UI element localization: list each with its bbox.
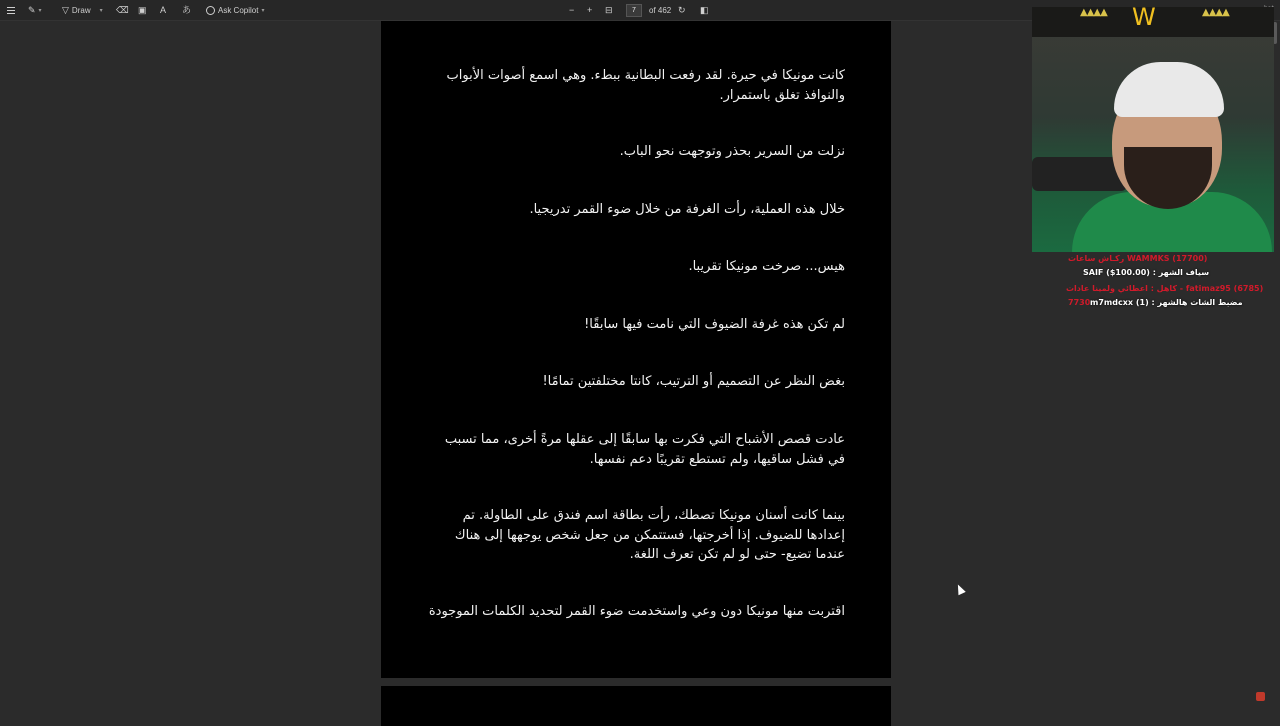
paragraph-3: خلال هذه العملية، رأت الغرفة من خلال ضوء القمر تدريجيا. bbox=[529, 202, 845, 217]
translate-button[interactable] bbox=[182, 3, 191, 17]
translate-icon: あ bbox=[182, 5, 192, 15]
eraser-icon: ⌫ bbox=[116, 5, 129, 15]
rotate-button[interactable] bbox=[678, 3, 686, 17]
donation-third: fatimaz95 (6785) - كاهل : اعطائي ولمينا عادات bbox=[1066, 284, 1264, 293]
paragraph-5: لم تكن هذه غرفة الضيوف التي نامت فيها سابقًا! bbox=[584, 317, 845, 332]
webcam-overlay bbox=[1032, 7, 1274, 252]
draw-button[interactable] bbox=[62, 3, 103, 17]
list-icon bbox=[6, 5, 16, 15]
draw-icon: ▽ bbox=[62, 5, 69, 15]
chevron-down-icon: ▾ bbox=[99, 7, 103, 14]
read-aloud-button[interactable] bbox=[160, 3, 166, 17]
crown-decoration-icon: ▲▲▲▲ bbox=[1202, 7, 1229, 18]
draw-label: Draw bbox=[71, 5, 91, 15]
streamer-logo-icon: W bbox=[1132, 7, 1156, 31]
chevron-down-icon: ▾ bbox=[38, 7, 42, 14]
paragraph-7: عادت قصص الأشباح التي فكرت بها سابقًا إلى عقلها مرةً أخرى، مما تسبب في فشل ساقيها، ولم تستطع تقريبًا دعم نفسها. bbox=[444, 432, 845, 467]
zoom-in-icon: + bbox=[587, 5, 593, 15]
erase-button[interactable] bbox=[116, 3, 129, 17]
donation-month-top: سياف الشهر : SAIF ($100.00) bbox=[1083, 268, 1210, 277]
paragraph-2: نزلت من السرير بحذر وتوجهت نحو الباب. bbox=[619, 144, 845, 159]
chevron-down-icon: ▾ bbox=[261, 7, 265, 14]
text-box-button[interactable] bbox=[138, 3, 147, 17]
paragraph-4: هيس... صرخت مونيكا تقريبا. bbox=[688, 259, 845, 274]
pdf-page bbox=[381, 21, 891, 678]
pdf-app-icon[interactable] bbox=[1256, 692, 1265, 701]
paragraph-1: كانت مونيكا في حيرة. لقد رفعت البطانية ببطء. وهي اسمع أصوات الأبواب والنوافذ تغلق باستمرار. bbox=[446, 68, 845, 103]
copilot-icon bbox=[206, 6, 215, 15]
page-number-field[interactable]: 7 bbox=[626, 4, 642, 17]
fit-page-icon: ⊟ bbox=[605, 5, 613, 15]
page-view-button[interactable] bbox=[700, 3, 709, 17]
fit-page-button[interactable] bbox=[605, 3, 613, 17]
zoom-out-icon: − bbox=[569, 5, 575, 15]
paragraph-9: اقتربت منها مونيكا دون وعي واستخدمت ضوء القمر لتحديد الكلمات الموجودة bbox=[428, 604, 845, 619]
donation-top: WAMMKS (17700) ركـاش ساعات bbox=[1068, 254, 1208, 263]
text-box-icon: ▣ bbox=[138, 5, 147, 15]
mouse-cursor-icon bbox=[954, 583, 965, 595]
ask-copilot-button[interactable] bbox=[206, 3, 264, 17]
page-total bbox=[649, 3, 671, 17]
pdf-next-page bbox=[381, 686, 891, 726]
page-view-icon: ◧ bbox=[700, 5, 709, 15]
highlighter-icon: ✎ bbox=[28, 5, 36, 15]
paragraph-8: بينما كانت أسنان مونيكا تصطك، رأت بطاقة اسم فندق على الطاولة. تم إعدادها للضيوف. إذا أخرجتها، فستتمكن من جعل شخص يوجهها إلى هناك عندما تضيع- حتى لو لم تكن تعرف اللغة. bbox=[454, 508, 845, 562]
zoom-out-button[interactable] bbox=[569, 3, 574, 17]
page-total-label: of 462 bbox=[649, 5, 672, 15]
streamer-cap bbox=[1114, 62, 1224, 117]
ask-copilot-label: Ask Copilot bbox=[218, 5, 259, 15]
zoom-in-button[interactable] bbox=[587, 3, 592, 17]
chat-moderator-month: مضبط الشات هالشهر : (1) m7mdcxx bbox=[1090, 298, 1243, 307]
highlight-button[interactable] bbox=[28, 3, 42, 17]
rotate-icon: ↻ bbox=[678, 5, 686, 15]
donation-fourth-prefix: 7730 bbox=[1068, 298, 1091, 307]
crown-decoration-icon: ▲▲▲▲ bbox=[1080, 7, 1107, 18]
read-aloud-icon: A bbox=[160, 5, 167, 15]
contents-button[interactable] bbox=[6, 3, 16, 17]
page-number-input[interactable] bbox=[626, 3, 642, 17]
paragraph-6: بغض النظر عن التصميم أو الترتيب، كانتا مختلفتين تمامًا! bbox=[542, 374, 845, 389]
